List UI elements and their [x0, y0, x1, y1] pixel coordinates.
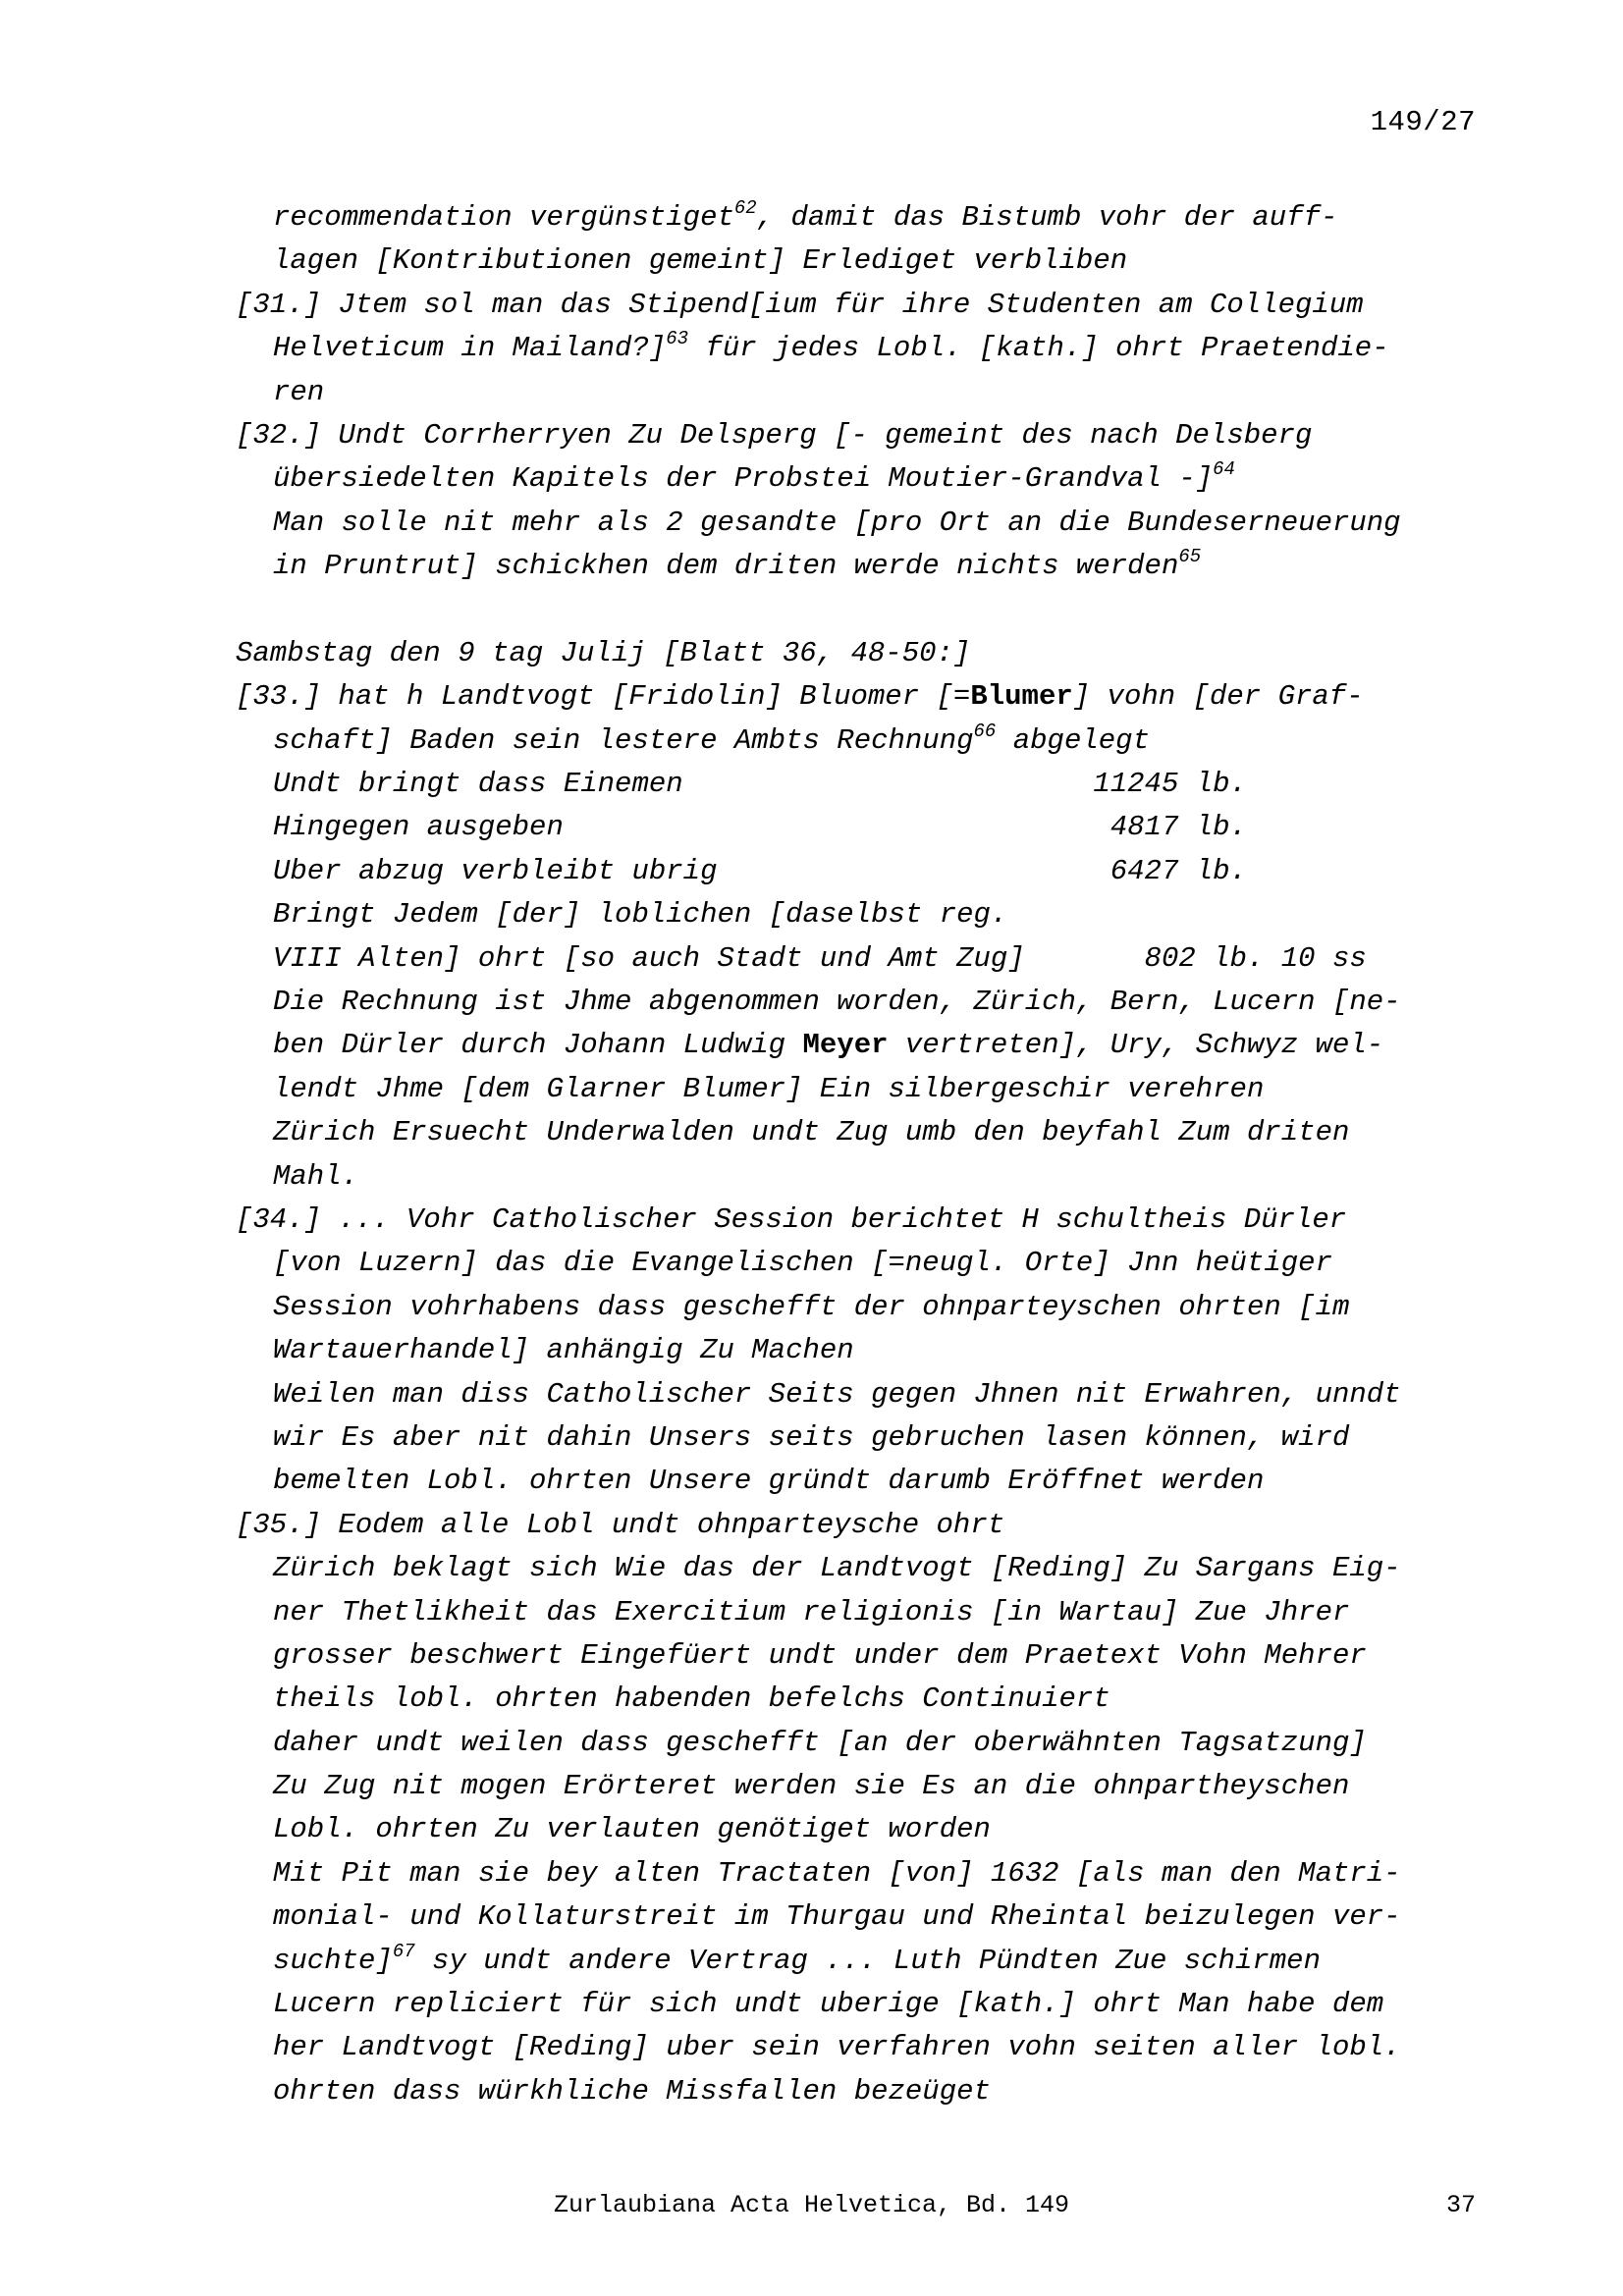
text-line — [236, 1547, 1502, 1590]
text-segment: übersiedelten Kapitels der Probstei Moutier-Grandval -] — [273, 462, 1214, 496]
text-segment: Bringt Jedem [der] loblichen [daselbst reg. — [273, 898, 1008, 932]
footnote-ref: 67 — [392, 1940, 415, 1962]
text-line — [236, 1634, 1502, 1678]
text-segment: ner Thetlikheit das Exercitium religionis [in Wartau] Zue Jhrer — [273, 1595, 1350, 1629]
text-line — [236, 893, 1502, 936]
text-line — [236, 806, 1502, 849]
footnote-ref: 62 — [733, 197, 757, 219]
text-segment: Man solle nit mehr als 2 gesandte [pro Ort an die Bundeserneuerung — [273, 506, 1401, 539]
text-line — [236, 1504, 1502, 1547]
text-line — [236, 850, 1502, 893]
text-segment: recommendation vergünstiget — [273, 201, 734, 234]
page-footer — [0, 2191, 1623, 2230]
text-line — [236, 240, 1502, 283]
text-line — [236, 284, 1502, 327]
text-segment: Hingegen ausgeben 4817 lb. — [273, 811, 1247, 844]
footnote-ref: 65 — [1178, 546, 1202, 568]
text-line — [236, 1199, 1502, 1242]
text-segment: grosser beschwert Eingefüert undt under dem Praetext Vohn Mehrer — [273, 1638, 1367, 1672]
text-segment: [32.] Undt Corrherryen Zu Delsperg [- gemeint des nach Delsberg — [236, 418, 1313, 452]
text-segment: Helveticum in Mailand?] — [273, 332, 667, 365]
text-line — [236, 1460, 1502, 1503]
text-segment: suchte] — [273, 1944, 393, 1977]
text-line — [236, 2026, 1502, 2069]
bold-name: Blumer — [970, 680, 1073, 714]
text-line — [236, 371, 1502, 414]
text-segment: ren — [273, 375, 325, 408]
text-segment: daher undt weilen dass geschefft [an der oberwähnten Tagsatzung] — [273, 1726, 1367, 1759]
text-line — [236, 1591, 1502, 1634]
text-segment: in Pruntrut] schickhen dem driten werde nichts werden — [273, 550, 1179, 583]
text-line — [236, 457, 1502, 501]
text-line — [236, 502, 1502, 545]
text-line — [236, 1940, 1502, 1983]
text-segment: [31.] Jtem sol man das Stipend[ium für ihre Studenten am Collegium — [236, 288, 1364, 321]
text-line — [236, 675, 1502, 719]
text-segment: ohrten dass würkhliche Missfallen bezeüget — [273, 2074, 991, 2108]
text-segment: schaft] Baden sein lestere Ambts Rechnung — [273, 723, 974, 757]
text-segment: Lobl. ohrten Zu verlauten genötiget worden — [273, 1813, 991, 1846]
text-segment: Weilen man diss Catholischer Seits gegen Jhnen nit Erwahren, unndt — [273, 1377, 1401, 1411]
text-line — [236, 1111, 1502, 1154]
text-line — [236, 1024, 1502, 1067]
text-segment: sy undt andere Vertrag ... Luth Pündten Zue schirmen — [414, 1944, 1321, 1977]
text-segment: ] vohn [der Graf- — [1072, 680, 1364, 714]
text-line — [236, 1983, 1502, 2026]
text-line — [236, 1242, 1502, 1285]
text-line — [236, 632, 1502, 675]
text-segment: vertreten], Ury, Schwyz wel- — [888, 1029, 1384, 1062]
text-line — [236, 1286, 1502, 1329]
text-segment: für jedes Lobl. [kath.] ohrt Praetendie- — [688, 332, 1389, 365]
footer-page-number: 37 — [1445, 2191, 1476, 2219]
page-reference: 149/27 — [1370, 106, 1476, 138]
blank-line — [236, 589, 1502, 632]
text-segment: bemelten Lobl. ohrten Unsere gründt darumb Eröffnet werden — [273, 1465, 1265, 1498]
text-segment: Lucern repliciert für sich undt uberige [kath.] ohrt Man habe dem — [273, 1988, 1384, 2021]
text-segment: Die Rechnung ist Jhme abgenommen worden, Zürich, Bern, Lucern [ne- — [273, 986, 1401, 1019]
text-segment: Session vohrhabens dass geschefft der ohnparteyschen ohrten [im — [273, 1290, 1350, 1323]
text-segment: Zürich beklagt sich Wie das der Landtvogt [Reding] Zu Sargans Eig- — [273, 1552, 1401, 1585]
text-line — [236, 1896, 1502, 1939]
footer-title: Zurlaubiana Acta Helvetica, Bd. 149 — [553, 2191, 1070, 2219]
text-line — [236, 1678, 1502, 1721]
text-line — [236, 1722, 1502, 1765]
text-line — [236, 763, 1502, 806]
text-segment: monial- und Kollaturstreit im Thurgau und Rheintal beizulegen ver- — [273, 1900, 1401, 1934]
text-line — [236, 1808, 1502, 1851]
text-segment: her Landtvogt [Reding] uber sein verfahren vohn seiten aller lobl. — [273, 2031, 1401, 2064]
text-segment: [von Luzern] das die Evangelischen [=neugl. Orte] Jnn heütiger — [273, 1247, 1332, 1280]
text-line — [236, 414, 1502, 457]
text-segment: lendt Jhme [dem Glarner Blumer] Ein silbergeschir verehren — [273, 1072, 1265, 1105]
text-line — [236, 937, 1502, 981]
footnote-ref: 66 — [973, 720, 997, 742]
text-segment: Wartauerhandel] anhängig Zu Machen — [273, 1334, 854, 1367]
text-segment: Mahl. — [273, 1159, 359, 1193]
document-body — [236, 196, 1502, 2113]
text-segment: Undt bringt dass Einemen 11245 lb. — [273, 768, 1247, 801]
text-line — [236, 981, 1502, 1024]
text-line — [236, 2070, 1502, 2113]
text-segment: theils lobl. ohrten habenden befelchs Continuiert — [273, 1682, 1110, 1716]
text-line — [236, 1765, 1502, 1808]
text-line — [236, 545, 1502, 588]
text-segment: [33.] hat h Landtvogt [Fridolin] Bluomer [= — [236, 680, 971, 714]
bold-name: Meyer — [802, 1029, 889, 1062]
text-line — [236, 196, 1502, 240]
text-line — [236, 1373, 1502, 1416]
text-line — [236, 1155, 1502, 1199]
text-segment: Zürich Ersuecht Underwalden undt Zug umb den beyfahl Zum driten — [273, 1116, 1350, 1149]
text-line — [236, 720, 1502, 763]
text-line — [236, 1852, 1502, 1896]
footnote-ref: 63 — [666, 328, 689, 350]
text-segment: [34.] ... Vohr Catholischer Session berichtet H schultheis Dürler — [236, 1202, 1347, 1236]
text-segment: Sambstag den 9 tag Julij [Blatt 36, 48-50:] — [236, 636, 971, 669]
text-segment: Zu Zug nit mogen Erörteret werden sie Es an die ohnpartheyschen — [273, 1770, 1350, 1803]
text-line — [236, 1329, 1502, 1372]
text-segment: wir Es aber nit dahin Unsers seits gebruchen lasen können, wird — [273, 1420, 1350, 1454]
text-segment: VIII Alten] ohrt [so auch Stadt und Amt Zug] 802 lb. 10 ss — [273, 941, 1367, 975]
text-segment: Uber abzug verbleibt ubrig 6427 lb. — [273, 854, 1247, 887]
text-segment: ben Dürler durch Johann Ludwig — [273, 1029, 803, 1062]
text-segment: Mit Pit man sie bey alten Tractaten [von] 1632 [als man den Matri- — [273, 1856, 1401, 1890]
footnote-ref: 64 — [1213, 458, 1235, 481]
text-segment: abgelegt — [996, 723, 1150, 757]
text-segment: lagen [Kontributionen gemeint] Erlediget verbliben — [273, 244, 1128, 278]
text-line — [236, 327, 1502, 370]
text-line — [236, 1416, 1502, 1460]
text-line — [236, 1068, 1502, 1111]
text-segment: [35.] Eodem alle Lobl undt ohnparteysche ohrt — [236, 1508, 1005, 1541]
text-segment: , damit das Bistumb vohr der auff- — [756, 201, 1338, 234]
